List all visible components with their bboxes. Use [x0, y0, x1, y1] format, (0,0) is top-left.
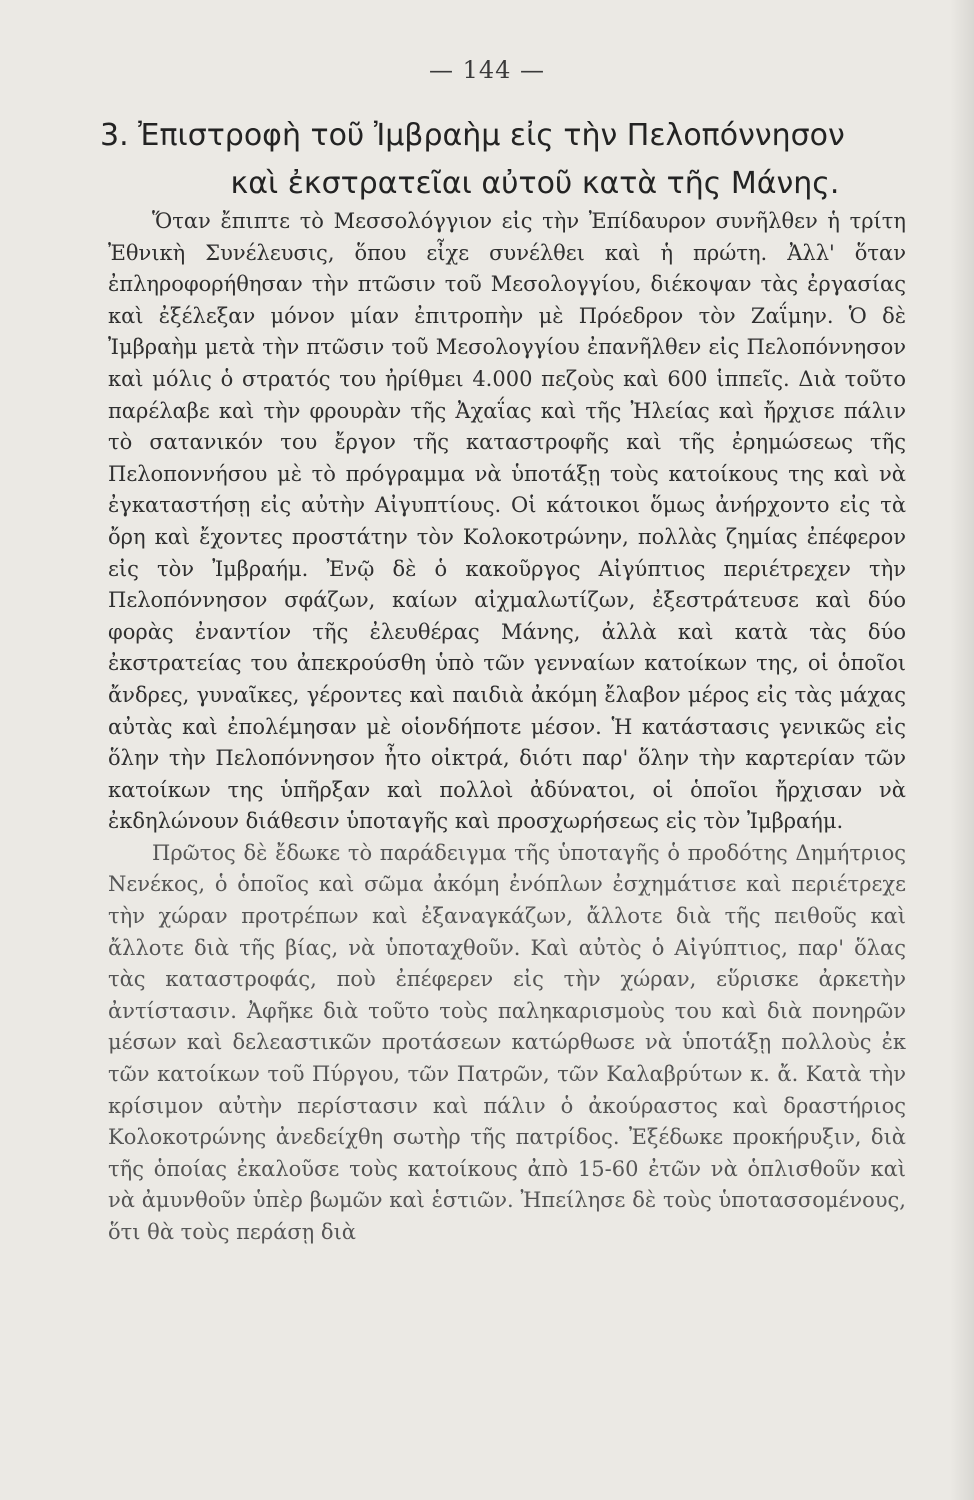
paragraph-2: Πρῶτος δὲ ἔδωκε τὸ παράδειγμα τῆς ὑποταγῆς ὁ προδότης Δημήτριος Νενέκος, ὁ ὁποῖος καὶ σῶμα ἀκόμη ἐνόπλων ἐσχημάτισε καὶ περιέτρεχε τὴν χώραν προτρέπων καὶ ἐξαναγκάζων, ἄλλοτε διὰ τῆς πειθοῦς καὶ ἄλλοτε διὰ τῆς βίας, νὰ ὑποταχθοῦν. Καὶ αὐτὸς ὁ Αἰγύπτιος, παρ' ὅλας τὰς καταστροφάς, ποὺ ἐπέφερεν εἰς τὴν χώραν, εὕρισκε ἀρκετὴν ἀντίστασιν. Ἀφῆκε διὰ τοῦτο τοὺς παληκαρισμοὺς του καὶ διὰ πονηρῶν μέσων καὶ δελεαστικῶν προτάσεων κατώρθωσε νὰ ὑποτάξῃ πολλοὺς ἐκ τῶν κατοίκων τοῦ Πύργου, τῶν Πατρῶν, τῶν Καλαβρύτων κ. ἄ. Κατὰ τὴν κρίσιμον αὐτὴν περίστασιν καὶ πάλιν ὁ ἀκούραστος καὶ δραστήριος Κολοκοτρώνης ἀνεδείχθη σωτὴρ τῆς πατρίδος. Ἐξέδωκε προκήρυξιν, διὰ τῆς ὁποίας ἐκαλοῦσε τοὺς κατοίκους ἀπὸ 15-60 ἐτῶν νὰ ὁπλισθοῦν καὶ νὰ ἀμυνθοῦν ὑπὲρ βωμῶν καὶ ἑστιῶν. Ἠπείλησε δὲ τοὺς ὑποτασσομένους, ὅτι θὰ τοὺς περάσῃ διὰ: [108, 840, 906, 1244]
page-edge-shadow: [950, 0, 974, 1500]
heading-line-2: καὶ ἐκστρατεῖαι αὐτοῦ κατὰ τῆς Μάνης.: [230, 166, 840, 201]
paragraph-1: Ὅταν ἔπιπτε τὸ Μεσσολόγγιον εἰς τὴν Ἐπίδαυρον συνῆλθεν ἡ τρίτη Ἐθνικὴ Συνέλευσις, ὅπου εἶχε συνέλθει καὶ ἡ πρώτη. Ἀλλ' ὅταν ἐπληροφορήθησαν τὴν πτῶσιν τοῦ Μεσολογγίου, διέκοψαν τὰς ἐργασίας καὶ ἐξέλεξαν μόνον μίαν ἐπιτροπὴν μὲ Πρόεδρον τὸν Ζαΐμην. Ὁ δὲ Ἰμβραὴμ μετὰ τὴν πτῶσιν τοῦ Μεσολογγίου ἐπανῆλθεν εἰς Πελοπόννησον καὶ μόλις ὁ στρατός του ἠρίθμει 4.000 πεζοὺς καὶ 600 ἱππεῖς. Διὰ τοῦτο παρέλαβε καὶ τὴν φρουρὰν τῆς Ἀχαΐας καὶ τῆς Ἠλείας καὶ ἤρχισε πάλιν τὸ σατανικόν του ἔργον τῆς καταστροφῆς καὶ τῆς ἐρημώσεως τῆς Πελοποννήσου μὲ τὸ πρόγραμμα νὰ ὑποτάξῃ τοὺς κατοίκους της καὶ νὰ ἐγκαταστήσῃ εἰς αὐτὴν Αἰγυπτίους. Οἱ κάτοικοι ὅμως ἀνήρχοντο εἰς τὰ ὄρη καὶ ἔχοντες προστάτην τὸν Κολοκοτρώνην, πολλὰς ζημίας ἐπέφερον εἰς τὸν Ἰμβραήμ. Ἐνῷ δὲ ὁ κακοῦργος Αἰγύπτιος περιέτρεχεν τὴν Πελοπόννησον σφάζων, καίων αἰχμαλωτίζων, ἐξεστράτευσε καὶ δύο φορὰς ἐναντίον τῆς ἐλευθέρας Μάνης, ἀλλὰ καὶ κατὰ τὰς δύο ἐκστρατείας του ἀπεκρούσθη ὑπὸ τῶν γενναίων κατοίκων της, οἱ ὁποῖοι ἄνδρες, γυναῖκες, γέροντες καὶ παιδιὰ ἀκόμη ἔλαβον μέρος εἰς τὰς μάχας αὐτὰς καὶ ἐπολέμησαν μὲ οἱονδήποτε μέσον. Ἡ κατάστασις γενικῶς εἰς ὅλην τὴν Πελοπόννησον ἦτο οἰκτρά, διότι παρ' ὅλην τὴν καρτερίαν τῶν κατοίκων της ὑπῆρξαν καὶ πολλοὶ ἀδύνατοι, οἱ ὁποῖοι ἤρχισαν νὰ ἐκδηλώνουν διάθεσιν ὑποταγῆς καὶ προσχωρήσεως εἰς τὸν Ἰμβραήμ.: [108, 209, 906, 834]
body-text: [108, 206, 906, 1249]
section-heading: [100, 112, 930, 208]
page-number: — 144 —: [428, 56, 546, 84]
heading-line-1: 3. Ἐπιστροφὴ τοῦ Ἰμβραὴμ εἰς τὴν Πελοπόννησον: [100, 118, 845, 153]
